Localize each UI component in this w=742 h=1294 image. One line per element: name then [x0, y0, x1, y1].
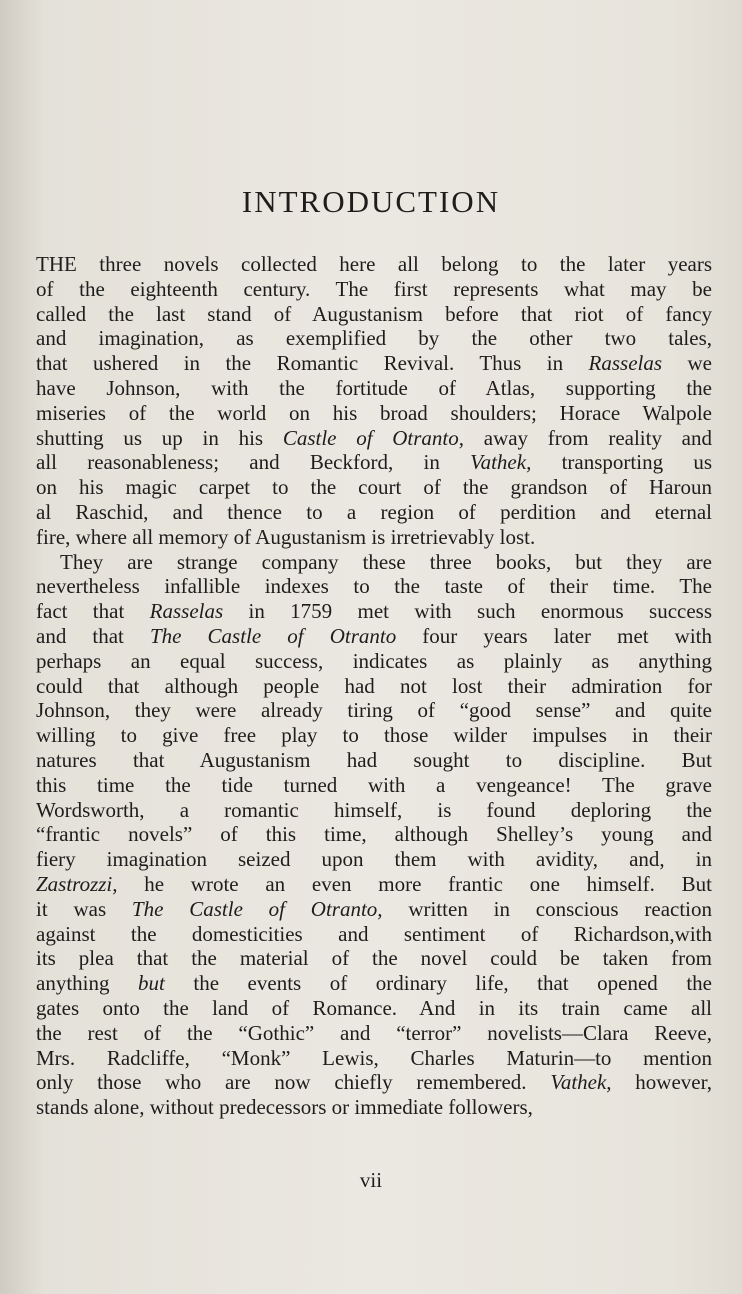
text-line: [36, 574, 712, 599]
line-text: [36, 550, 712, 575]
text-run: all reasonableness; and Beckford, in: [36, 450, 471, 475]
line-text: [36, 1021, 712, 1046]
text-run: They are strange company these three books, but they are: [60, 549, 712, 574]
text-run: and that: [36, 623, 150, 648]
text-line: [36, 450, 712, 475]
text-run: fiery imagination seized upon them with avidity, and, in: [36, 847, 712, 872]
text-line: [36, 748, 712, 773]
line-text: [36, 599, 712, 624]
line-text: [36, 798, 712, 823]
line-text: [36, 946, 712, 971]
text-run: we: [662, 351, 712, 376]
text-run: gates onto the land of Romance. And in its train came all: [36, 995, 712, 1020]
line-text: [36, 1095, 712, 1120]
text-run: could that although people had not lost their admiration for: [36, 673, 712, 698]
page-number: vii: [359, 1168, 383, 1192]
line-text: [36, 525, 712, 550]
line-text: [36, 624, 712, 649]
line-text: [36, 698, 712, 723]
text-line: [36, 252, 712, 277]
line-text: [36, 574, 712, 599]
line-text: [36, 922, 712, 947]
line-text: [36, 748, 712, 773]
text-line: [36, 550, 712, 575]
text-run: written in conscious reaction: [382, 896, 712, 921]
text-run: Wordsworth, a romantic himself, is found deploring the: [36, 797, 712, 822]
text-run: the rest of the “Gothic” and “terror” novelists—Clara Reeve,: [36, 1020, 712, 1045]
line-text: [36, 847, 712, 872]
text-run: the events of ordinary life, that opened the: [164, 971, 712, 996]
line-text: [36, 674, 712, 699]
text-line: [36, 376, 712, 401]
text-run: fact that: [36, 599, 150, 624]
text-line: [36, 326, 712, 351]
small-caps-text: THE: [36, 252, 77, 276]
text-run: only those who are now chiefly remembered.: [36, 1070, 551, 1095]
line-text: [36, 872, 712, 897]
line-text: [36, 1070, 712, 1095]
line-text: [36, 302, 712, 327]
line-text: [36, 475, 712, 500]
text-run: have Johnson, with the fortitude of Atlas, supporting the: [36, 375, 712, 400]
line-text: [36, 649, 712, 674]
chapter-heading: INTRODUCTION: [241, 184, 501, 219]
italic-text: but: [138, 971, 165, 996]
text-run: four years later met with: [396, 623, 713, 648]
text-line: [36, 401, 712, 426]
text-run: “frantic novels” of this time, although Shelley’s young and: [36, 822, 712, 847]
line-text: [36, 426, 712, 451]
text-run: called the last stand of Augustanism before that riot of fancy: [36, 301, 712, 326]
text-run: transporting us: [531, 450, 712, 475]
line-text: [36, 252, 712, 277]
text-run: of the eighteenth century. The first represents what may be: [36, 276, 712, 301]
paragraph: [36, 550, 712, 1120]
text-run: away from reality and: [464, 425, 713, 450]
text-run: natures that Augustanism had sought to discipline. But: [36, 747, 712, 772]
body-text: [36, 252, 712, 1120]
text-line: [36, 624, 712, 649]
text-run: willing to give free play to those wilder impulses in their: [36, 723, 712, 748]
line-text: [36, 1046, 712, 1071]
text-run: fire, where all memory of Augustanism is irretrievably lost.: [36, 524, 536, 549]
italic-text: Rasselas: [149, 599, 224, 624]
text-run: Mrs. Radcliffe, “Monk” Lewis, Charles Maturin—to mention: [36, 1045, 712, 1070]
text-line: [36, 822, 712, 847]
line-text: [36, 897, 712, 922]
text-line: [36, 1046, 712, 1071]
text-line: [36, 674, 712, 699]
line-text: [36, 376, 712, 401]
text-line: [36, 698, 712, 723]
text-run: perhaps an equal success, indicates as plainly as anything: [36, 648, 712, 673]
line-text: [36, 401, 712, 426]
text-run: shutting us up in his: [36, 425, 283, 450]
text-run: that ushered in the Romantic Revival. Thus in: [36, 351, 589, 376]
text-line: [36, 773, 712, 798]
text-line: [36, 971, 712, 996]
line-text: [36, 351, 712, 376]
text-run: in 1759 met with such enormous success: [223, 599, 713, 624]
text-line: [36, 922, 712, 947]
line-text: [36, 500, 712, 525]
text-line: [36, 872, 712, 897]
text-line: [36, 847, 712, 872]
text-run: this time the tide turned with a vengeance! The grave: [36, 772, 712, 797]
italic-text: Vathek,: [470, 450, 532, 475]
text-line: [36, 798, 712, 823]
text-run: however,: [611, 1070, 712, 1095]
text-run: its plea that the material of the novel could be taken from: [36, 946, 712, 971]
text-line: [36, 525, 712, 550]
italic-text: The Castle of Otranto,: [131, 896, 383, 921]
text-run: it was: [36, 896, 132, 921]
text-line: [36, 1095, 712, 1120]
text-line: [36, 996, 712, 1021]
italic-text: Castle of Otranto,: [282, 425, 465, 450]
italic-text: The Castle of Otranto: [149, 623, 397, 648]
text-line: [36, 599, 712, 624]
text-line: [36, 426, 712, 451]
paragraph: [36, 252, 712, 550]
text-line: [36, 302, 712, 327]
text-run: anything: [36, 971, 139, 996]
text-line: [36, 277, 712, 302]
text-run: three novels collected here all belong to the later years: [76, 252, 712, 276]
italic-text: Zastrozzi,: [36, 871, 118, 896]
italic-text: Rasselas: [588, 351, 663, 376]
line-text: [36, 723, 712, 748]
text-run: and imagination, as exemplified by the other two tales,: [36, 326, 712, 351]
text-run: nevertheless infallible indexes to the taste of their time. The: [36, 574, 712, 599]
line-text: [36, 277, 712, 302]
line-text: [36, 773, 712, 798]
italic-text: Vathek,: [550, 1070, 612, 1095]
text-line: [36, 723, 712, 748]
text-run: he wrote an even more frantic one himself. But: [117, 871, 712, 896]
text-line: [36, 1070, 712, 1095]
text-run: stands alone, without predecessors or immediate followers,: [36, 1095, 533, 1120]
text-line: [36, 946, 712, 971]
text-line: [36, 500, 712, 525]
line-text: [36, 326, 712, 351]
line-text: [36, 996, 712, 1021]
text-run: al Raschid, and thence to a region of perdition and eternal: [36, 499, 712, 524]
text-run: against the domesticities and sentiment of Richardson,with: [36, 921, 712, 946]
text-line: [36, 475, 712, 500]
text-line: [36, 1021, 712, 1046]
text-run: on his magic carpet to the court of the grandson of Haroun: [36, 475, 712, 500]
line-text: [36, 450, 712, 475]
text-run: miseries of the world on his broad shoulders; Horace Walpole: [36, 400, 712, 425]
text-line: [36, 649, 712, 674]
text-run: Johnson, they were already tiring of “good sense” and quite: [36, 698, 712, 723]
line-text: [36, 822, 712, 847]
text-line: [36, 351, 712, 376]
text-line: [36, 897, 712, 922]
line-text: [36, 971, 712, 996]
